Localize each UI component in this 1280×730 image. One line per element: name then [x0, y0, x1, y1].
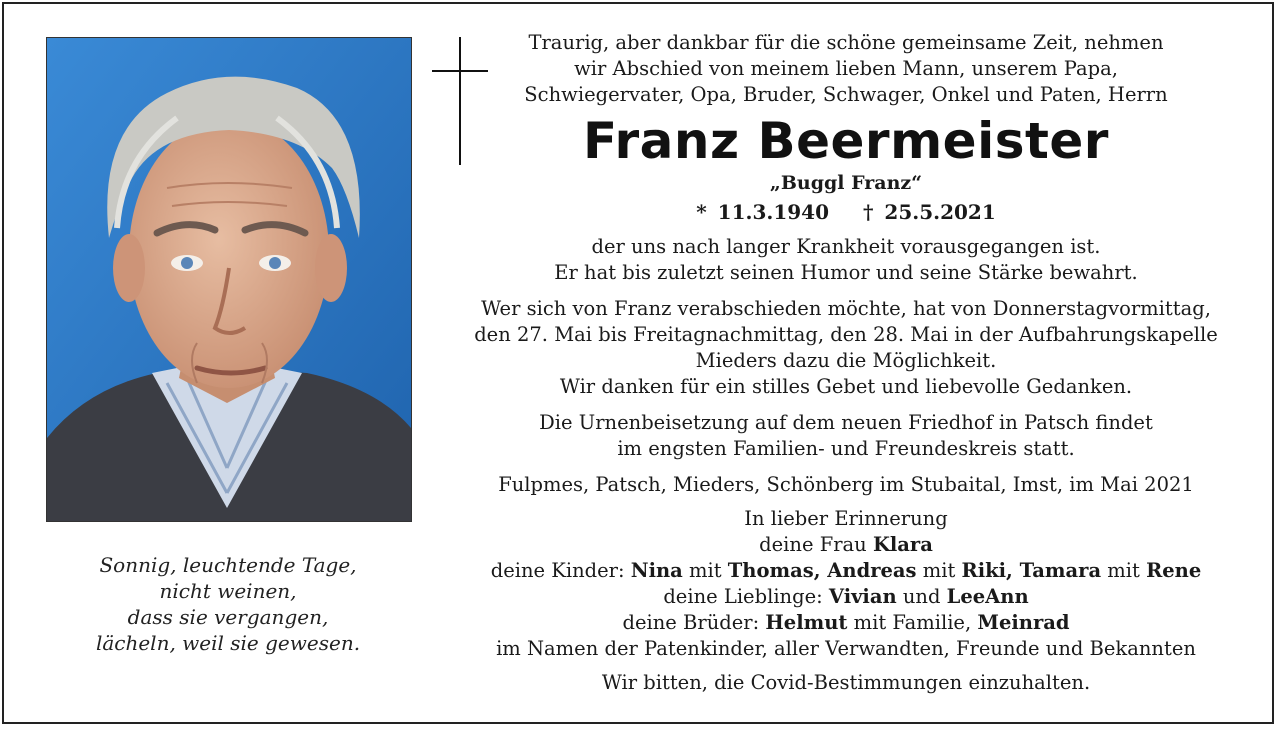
memorial-poem — [46, 552, 410, 656]
birth-date: * 11.3.1940 — [696, 200, 829, 224]
mourners-list — [448, 506, 1244, 662]
connector: und — [896, 585, 947, 608]
poem-line: dass sie vergangen, — [127, 605, 329, 629]
nickname: „Buggl Franz“ — [769, 172, 923, 194]
label: deine Kinder: — [490, 559, 631, 582]
covid-note — [448, 670, 1244, 696]
label: deine Lieblinge: — [663, 585, 829, 608]
intro-line: Traurig, aber dankbar für die schöne gemeinsame Zeit, nehmen — [528, 31, 1164, 54]
passing-line: der uns nach langer Krankheit vorausgegangen ist. — [591, 235, 1101, 258]
connector: mit — [682, 559, 728, 582]
covid-note-line: Wir bitten, die Covid-Bestimmungen einzuhalten. — [601, 671, 1091, 694]
burial-line: im engsten Familien- und Freundeskreis statt. — [617, 437, 1075, 460]
connector: mit — [1101, 559, 1147, 582]
connector: mit Familie, — [847, 611, 978, 634]
favorite-name: LeeAnn — [946, 585, 1029, 608]
wife-name: Klara — [872, 533, 933, 556]
poem-line: Sonnig, leuchtende Tage, — [99, 553, 357, 577]
mourner-children — [448, 558, 1244, 584]
farewell-line: Wer sich von Franz verabschieden möchte, hat von Donnerstagvormittag, — [481, 297, 1211, 320]
portrait-illustration — [47, 38, 411, 521]
favorite-name: Vivian — [828, 585, 897, 608]
passing-paragraph — [448, 234, 1244, 286]
mourner-wife — [448, 532, 1244, 558]
farewell-line: Wir danken für ein stilles Gebet und liebevolle Gedanken. — [559, 375, 1133, 398]
passing-line: Er hat bis zuletzt seinen Humor und seine Stärke bewahrt. — [554, 261, 1138, 284]
intro-line: Schwiegervater, Opa, Bruder, Schwager, Onkel und Paten, Herrn — [524, 83, 1168, 106]
intro-line: wir Abschied von meinem lieben Mann, unserem Papa, — [574, 57, 1118, 80]
child-name: Riki, Tamara — [961, 559, 1102, 582]
burial-paragraph — [448, 410, 1244, 462]
child-name: Nina — [630, 559, 683, 582]
portrait-photo — [46, 37, 412, 522]
mourner-favorites — [448, 584, 1244, 610]
death-date: † 25.5.2021 — [863, 200, 996, 224]
farewell-paragraph — [448, 296, 1244, 400]
poem-line: lächeln, weil sie gewesen. — [95, 631, 361, 655]
intro-paragraph — [448, 30, 1244, 108]
child-name: Rene — [1146, 559, 1202, 582]
farewell-line: Mieders dazu die Möglichkeit. — [695, 349, 997, 372]
memory-heading: In lieber Erinnerung — [744, 507, 948, 530]
place-date — [448, 472, 1244, 498]
brother-name: Meinrad — [977, 611, 1070, 634]
mourner-others: im Namen der Patenkinder, aller Verwandten, Freunde und Bekannten — [496, 637, 1196, 660]
obituary-text — [448, 30, 1244, 696]
poem-line: nicht weinen, — [159, 579, 297, 603]
mourner-brothers — [448, 610, 1244, 636]
farewell-line: den 27. Mai bis Freitagnachmittag, den 28. Mai in der Aufbahrungskapelle — [474, 323, 1218, 346]
child-name: Thomas, Andreas — [727, 559, 917, 582]
connector: mit — [916, 559, 962, 582]
deceased-name: Franz Beermeister — [583, 112, 1109, 170]
life-dates — [448, 198, 1244, 226]
burial-line: Die Urnenbeisetzung auf dem neuen Friedhof in Patsch findet — [539, 411, 1153, 434]
label: deine Brüder: — [622, 611, 766, 634]
label: deine Frau — [759, 533, 873, 556]
place-date-line: Fulpmes, Patsch, Mieders, Schönberg im Stubaital, Imst, im Mai 2021 — [498, 473, 1194, 496]
brother-name: Helmut — [765, 611, 848, 634]
